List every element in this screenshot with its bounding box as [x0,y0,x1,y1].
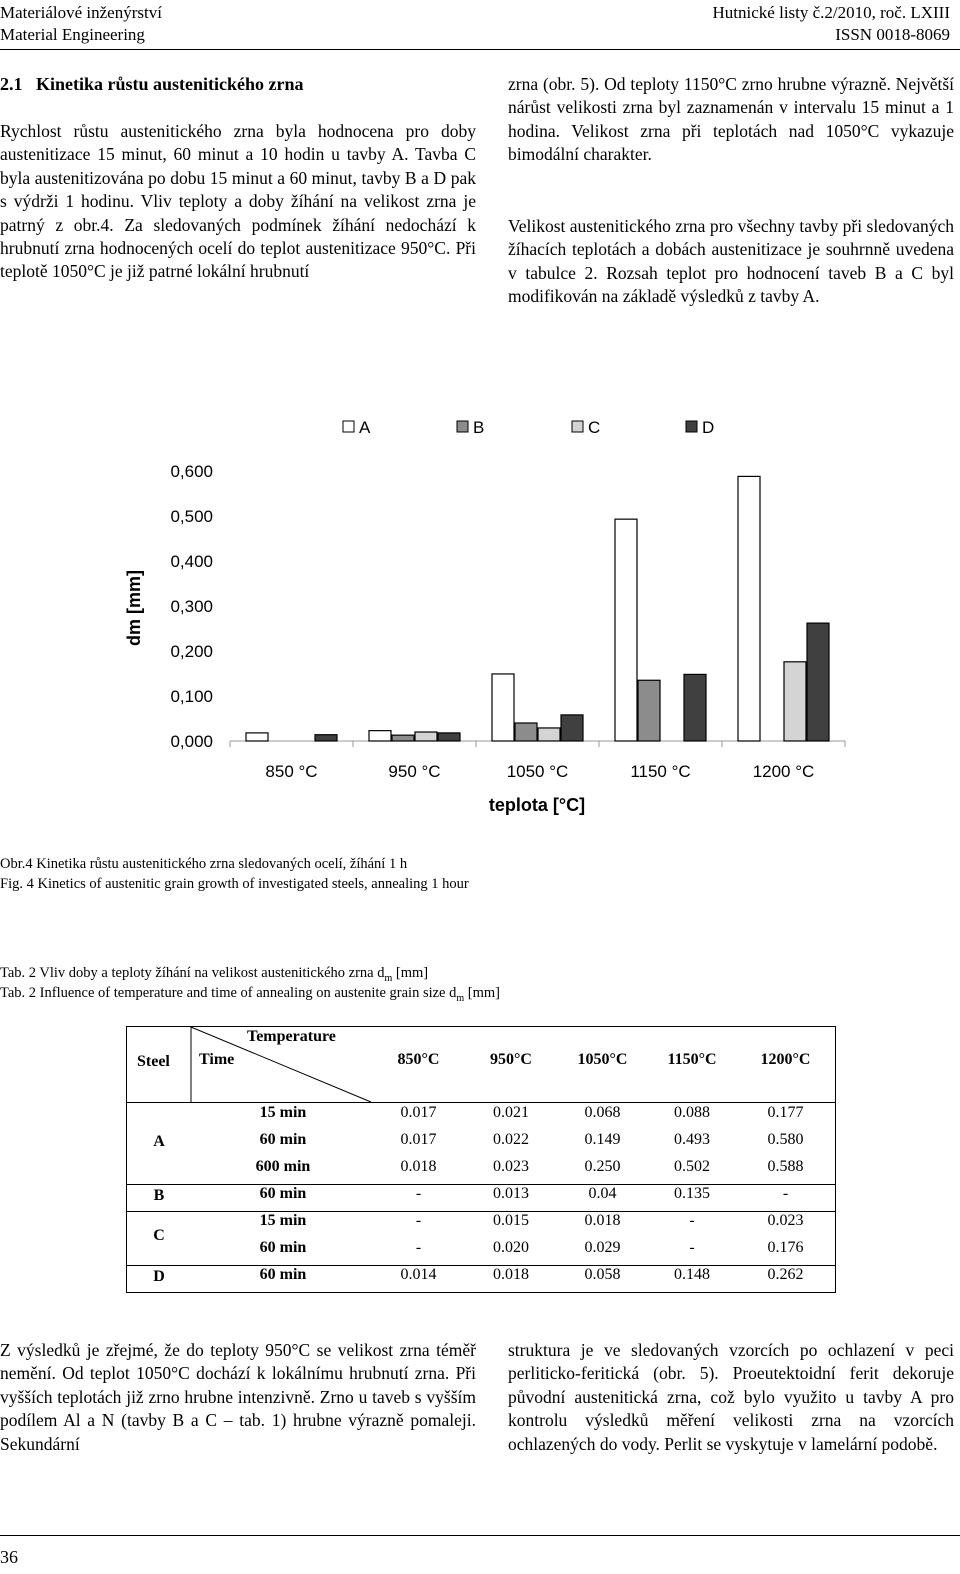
bar-C-1 [415,732,437,741]
bar-A-1 [369,731,391,741]
table-value-cell: 0.022 [493,1131,529,1148]
table-2 [126,1026,836,1293]
table-header-steel: Steel [137,1053,170,1070]
table-value-cell: - [689,1212,695,1229]
y-axis-label: dm [mm] [124,570,144,646]
legend-label-B: B [473,418,485,437]
table-steel-label: A [153,1132,165,1150]
table-value-cell: 0.018 [493,1266,529,1283]
table-time-cell: 600 min [255,1158,311,1175]
table-value-cell: 0.135 [674,1185,710,1202]
table-caption-en-text: Tab. 2 Influence of temperature and time of annealing on austenite grain size d [0,985,457,1001]
x-tick-label: 850 °C [265,762,318,781]
table-value-cell: 0.250 [584,1158,621,1175]
table-time-cell: 15 min [259,1212,307,1229]
table-value-cell: 0.023 [493,1158,529,1175]
bar-B-1 [392,735,414,741]
bar-A-3 [615,519,637,741]
y-tick-label: 0,000 [170,732,213,751]
legend-swatch-D [686,421,697,432]
bar-D-4 [807,623,829,741]
table-col-header: 1050°C [577,1051,628,1068]
column2-paragraph-1: zrna (obr. 5). Od teploty 1150°C zrno hrubne výrazně. Největší nárůst velikosti zrna byl zaznamenán v intervalu 15 minut a 1 hodina. Velikost zrna při teplotách nad 1050°C vykazuje bimodální charakter. [508,74,954,165]
table-value-cell: 0.148 [674,1266,710,1283]
y-tick-label: 0,100 [170,687,213,706]
y-tick-label: 0,300 [170,597,213,616]
journal-section-cz: Materiálové inženýrství [0,3,162,22]
table-value-cell: 0.013 [493,1185,529,1202]
table-value-cell: 0.020 [493,1239,529,1256]
x-tick-label: 950 °C [388,762,441,781]
x-axis-label: teplota [°C] [488,795,586,815]
table-value-cell: 0.588 [767,1158,804,1175]
table-value-cell: 0.018 [584,1212,621,1229]
table-value-cell: - [415,1239,422,1256]
footer-rule [0,1535,960,1536]
journal-section-en: Material Engineering [0,25,145,44]
legend-label-C: C [588,418,601,437]
table-caption-cz-sub: m [384,972,393,984]
table-value-cell: 0.029 [584,1239,621,1256]
intro-paragraph: Rychlost růstu austenitického zrna byla hodnocena pro doby austenitizace 15 minut, 60 minut a 10 hodin u tavby A. Tavba C byla austenitizována po dobu 15 minut a 60 minut, tavby B a D pak s výdrži 1 hodinu. Vliv teploty a doby žíhání na velikost zrna je patrný z obr.4. Za sledovaných podmínek žíhání nedochází k hrubnutí zrna hodnocených ocelí do teplot austenitizace 950°C. Při teplotě 1050°C je již patrné lokální hrubnutí [0,121,476,282]
table-value-cell: 0.017 [400,1104,437,1121]
table-caption-cz-text: Tab. 2 Vliv doby a teploty žíhání na velikost austenitického zrna d [0,965,385,981]
table-caption-en [0,983,500,1009]
table-caption-en-unit: [mm] [464,985,500,1001]
table-time-cell: 60 min [259,1266,307,1283]
table-steel-label: B [153,1186,165,1204]
table-col-header: 1150°C [667,1051,717,1068]
table-value-cell: 0.015 [493,1212,529,1229]
table-header-rule [127,1102,835,1103]
section-title: 2.1 Kinetika růstu austenitického zrna [0,74,304,94]
table-value-cell: 0.018 [400,1158,437,1175]
page-number: 36 [0,1547,18,1567]
bar-B-3 [638,680,660,741]
structure-paragraph: struktura je ve sledovaných vzorcích po ochlazení v peci perliticko-feritická (obr. 5). Proeutektoidní ferit dekoruje původní austenitická zrna, což bylo využito u tavby A pro kontrolu výsledků měření velikosti zrna na vzorcích ochlazených do vody. Perlit se vyskytuje v lamelární podobě. [508,1340,954,1454]
y-tick-label: 0,400 [170,552,213,571]
table-caption-en-sub: m [456,992,465,1004]
legend-swatch-C [572,421,583,432]
journal-issn: ISSN 0018-8069 [835,25,950,44]
table-value-cell: - [415,1185,422,1202]
header-rule [0,49,960,50]
column2-paragraph-2: Velikost austenitického zrna pro všechny tavby při sledovaných žíhacích teplotách a dobách austenitizace je souhrnně uvedena v tabulce 2. Rozsah teplot pro hodnocení taveb B a C byl modifikován na základě výsledků z tavby A. [508,216,954,307]
table-value-cell: 0.058 [584,1266,621,1283]
table-header-temperature: Temperature [247,1028,336,1045]
bar-C-2 [538,728,560,741]
table-value-cell: 0.021 [493,1104,529,1121]
figure-caption-cz: Obr.4 Kinetika růstu austenitického zrna sledovaných ocelí, žíhání 1 h [0,856,408,872]
table-value-cell: - [415,1212,422,1229]
table-caption-cz-unit: [mm] [392,965,429,981]
table-col-header: 1200°C [760,1051,811,1068]
table-value-cell: 0.262 [767,1266,804,1283]
x-tick-label: 1150 °C [630,762,691,781]
table-value-cell: 0.068 [584,1104,621,1121]
bar-D-3 [684,674,706,741]
legend-swatch-A [343,421,354,432]
grain-growth-bar-chart [0,400,960,830]
table-time-cell: 60 min [259,1185,307,1202]
bar-A-0 [246,733,268,741]
table-value-cell: 0.502 [674,1158,710,1175]
table-value-cell: 0.017 [400,1131,437,1148]
table-value-cell: 0.176 [767,1239,804,1256]
table-col-header: 950°C [490,1051,532,1068]
figure-caption-en: Fig. 4 Kinetics of austenitic grain growth of investigated steels, annealing 1 hour [0,876,469,892]
table-value-cell: 0.014 [400,1266,437,1283]
bar-B-2 [515,723,537,741]
table-time-cell: 60 min [259,1131,307,1148]
x-tick-label: 1200 °C [752,762,815,781]
table-col-header: 850°C [397,1051,440,1068]
table-value-cell: 0.580 [767,1131,804,1148]
legend-swatch-B [457,421,468,432]
bar-D-0 [315,735,337,741]
legend-label-D: D [702,418,715,437]
bar-D-1 [438,733,460,741]
table-value-cell: - [689,1239,695,1256]
table-time-cell: 60 min [259,1239,307,1256]
header-right [713,2,950,46]
table-time-cell: 15 min [259,1104,307,1121]
results-paragraph: Z výsledků je zřejmé, že do teploty 950°C se velikost zrna téměř nemění. Od teplot 1050°C dochází k lokálnímu hrubnutí zrna. Při vyšších teplotách již zrno hrubne intenzivně. Zrno u taveb s vyšším podílem Al a N (tavby B a C – tab. 1) hrubne výrazně pomaleji. Sekundární [0,1340,476,1454]
y-tick-label: 0,500 [170,507,213,526]
table-steel-label: D [153,1267,165,1285]
journal-issue: Hutnické listy č.2/2010, roč. LXIII [712,3,950,22]
bar-A-4 [738,476,760,741]
bar-C-4 [784,662,806,741]
y-tick-label: 0,600 [170,462,213,481]
bar-D-2 [561,715,583,741]
legend-label-A: A [359,418,371,437]
header-left [0,2,162,46]
table-header-time: Time [199,1051,235,1068]
table-steel-label: C [153,1227,165,1244]
y-tick-label: 0,200 [170,642,213,661]
table-value-cell: 0.149 [584,1131,621,1148]
table-value-cell: 0.023 [767,1212,804,1229]
table-value-cell: 0.493 [674,1131,710,1148]
table-value-cell: 0.177 [767,1104,804,1121]
x-tick-label: 1050 °C [506,762,569,781]
bar-A-2 [492,674,514,741]
table-value-cell: 0.088 [674,1104,710,1121]
table-value-cell: - [782,1185,789,1202]
table-value-cell: 0.04 [588,1185,617,1202]
